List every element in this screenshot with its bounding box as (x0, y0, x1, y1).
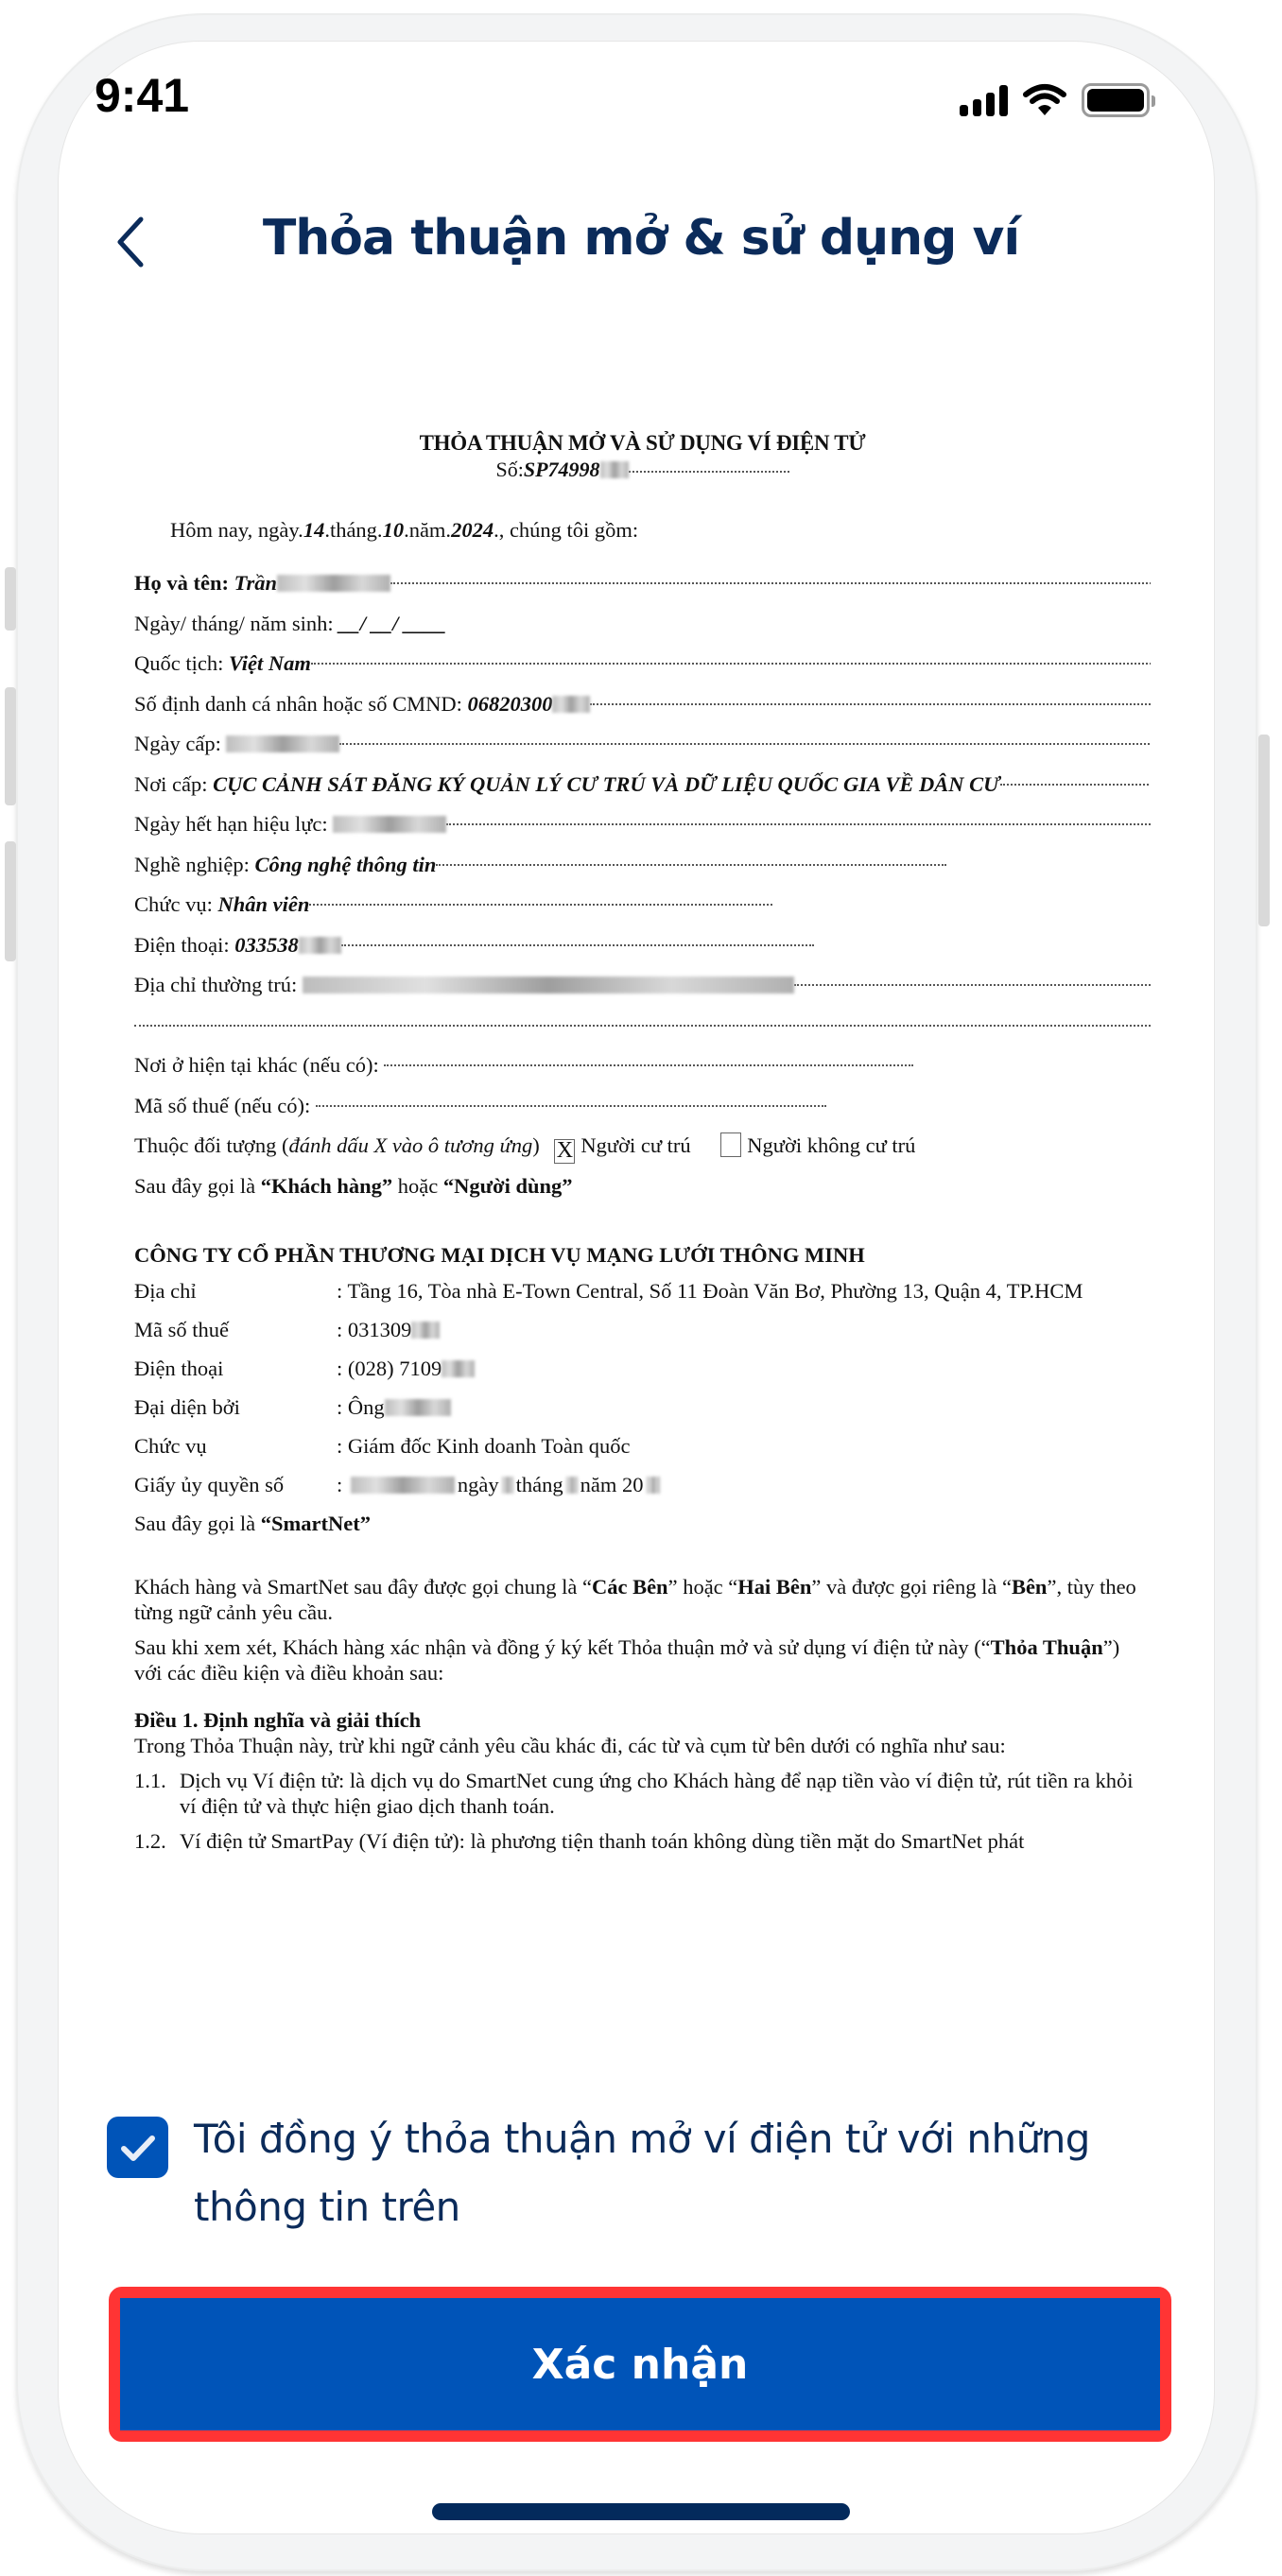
date-month: 10 (382, 518, 405, 542)
company-info-label: Giấy ủy quyền số (134, 1473, 285, 1496)
date-year: 2024 (451, 518, 494, 542)
year-label: .năm. (404, 518, 452, 542)
dotted-fill-line (446, 823, 1151, 825)
company-info-value-text: : 031309 (337, 1318, 412, 1341)
field-label: Địa chỉ thường trú: (134, 973, 298, 996)
residency-label: Thuộc đối tượng ( (134, 1133, 289, 1157)
resident-option-label: Người cư trú (580, 1133, 691, 1157)
customer-alias (134, 1167, 1151, 1207)
residency-hint: đánh dấu X vào ô tương ứng (288, 1133, 533, 1157)
redacted-value (385, 1399, 451, 1416)
dotted-fill-line (134, 1025, 1151, 1027)
field-value: 06820300 (467, 691, 553, 716)
redacted-value (226, 735, 339, 752)
redacted-value (277, 575, 390, 592)
non-resident-checkbox (720, 1132, 741, 1157)
date-prefix: Hôm nay, ngày. (170, 518, 303, 542)
residency-label-end: ) (532, 1133, 540, 1157)
field-value: __/ __/ ____ (338, 611, 446, 635)
document-number-label: Số: (495, 458, 524, 481)
dotted-fill-line (436, 864, 946, 866)
agreement-text-2: ”) với các điều kiện và điều khoản sau: (134, 1635, 1120, 1685)
company-info-value-text: : Giám đốc Kinh doanh Toàn quốc (337, 1434, 631, 1458)
field-label: Họ và tên: (134, 571, 229, 595)
article-1-intro: Trong Thỏa Thuận này, trừ khi ngữ cảnh yêu cầu khác đi, các từ và cụm từ bên dưới có nghĩa như sau: (134, 1734, 1006, 1757)
field-label: Số định danh cá nhân hoặc số CMND: (134, 691, 462, 716)
company-info-label: Mã số thuế (134, 1318, 229, 1341)
company-alias (134, 1511, 1151, 1536)
article-item-number: 1.2. (134, 1829, 166, 1853)
redacted-value (411, 1322, 440, 1339)
company-info-row (134, 1472, 1151, 1497)
dotted-fill-line (390, 582, 1151, 584)
page-title: Thỏa thuận mở & sử dụng ví (262, 210, 1020, 267)
parties-term-1: Các Bên (591, 1575, 668, 1599)
back-button[interactable] (109, 214, 156, 270)
address-continuation-line (134, 1006, 1151, 1046)
article-1-title: Điều 1. Định nghĩa và giải thích (134, 1708, 422, 1732)
company-info-value-text: : Ông (337, 1395, 385, 1419)
company-info-value-text: : (028) 7109 (337, 1357, 442, 1380)
redacted-value (442, 1360, 475, 1377)
authorization-date-part: tháng (515, 1473, 563, 1496)
redacted-value (552, 696, 590, 713)
company-info-value (337, 1433, 1151, 1459)
redacted-value (299, 937, 341, 954)
redacted-value (333, 816, 446, 833)
company-info-row (134, 1278, 1151, 1304)
parties-text-3: ” và được gọi riêng là “ (811, 1575, 1012, 1599)
authorization-date-part: năm 20 (580, 1473, 644, 1496)
company-info-label: Đại diện bởi (134, 1395, 240, 1419)
customer-field (134, 845, 1151, 886)
field-label: Ngày hết hạn hiệu lực: (134, 812, 328, 836)
field-label: Ngày/ tháng/ năm sinh: (134, 611, 334, 635)
customer-field (134, 724, 1151, 765)
parties-text-2: ” hoặc “ (667, 1575, 738, 1599)
redacted-value (351, 1477, 455, 1494)
company-info-value (337, 1356, 1151, 1381)
agree-label: Tôi đồng ý thỏa thuận mở ví điện tử với những thông tin trên (194, 2116, 1090, 2230)
dotted-fill-line (339, 743, 1151, 745)
dotted-fill-line (311, 663, 1151, 665)
company-info-row (134, 1317, 1151, 1342)
field-value: CỤC CẢNH SÁT ĐĂNG KÝ QUẢN LÝ CƯ TRÚ VÀ DỮ LIỆU QUỐC GIA VỀ DÂN CƯ (213, 771, 1000, 796)
dotted-fill-line (341, 944, 814, 946)
parties-text-4: ”, tùy theo từng ngữ cảnh yêu cầu. (134, 1575, 1136, 1624)
resident-checkbox: X (554, 1139, 575, 1164)
field-label: Quốc tịch: (134, 651, 224, 675)
company-info-row (134, 1394, 1151, 1420)
residency-row (134, 1126, 1151, 1167)
document-title: THỎA THUẬN MỞ VÀ SỬ DỤNG VÍ ĐIỆN TỬ (419, 431, 866, 455)
field-value: Việt Nam (228, 651, 311, 675)
field-label: Nơi ở hiện tại khác (nếu có): (134, 1053, 379, 1077)
redacted-value (502, 1477, 513, 1494)
agreement-term: Thỏa Thuận (990, 1635, 1103, 1659)
customer-field (134, 563, 1151, 604)
article-1-items (134, 1768, 1151, 1854)
dotted-fill-line (590, 703, 1151, 705)
agreement-text-1: Sau khi xem xét, Khách hàng xác nhận và đồng ý ký kết Thỏa thuận mở và sử dụng ví điện tử này (“ (134, 1635, 991, 1659)
agree-checkbox-row[interactable] (107, 2117, 1156, 2241)
field-value: Công nghệ thông tin (254, 852, 437, 876)
company-name: CÔNG TY CỔ PHẦN THƯƠNG MẠI DỊCH VỤ MẠNG LƯỚI THÔNG MINH (134, 1243, 865, 1267)
customer-field (134, 765, 1151, 805)
battery-icon (1082, 83, 1150, 117)
field-label: Ngày cấp: (134, 732, 221, 755)
parties-term-2: Hai Bên (737, 1575, 812, 1599)
agree-checkbox[interactable] (107, 2117, 168, 2178)
company-info (134, 1278, 1151, 1497)
agreement-paragraph (134, 1634, 1151, 1686)
field-label: Nơi cấp: (134, 771, 208, 796)
company-info-value-text: : (337, 1473, 348, 1496)
customer-field (134, 965, 1151, 1006)
redacted-value (647, 1477, 660, 1494)
volume-up-button (5, 687, 16, 805)
dotted-fill-line (316, 1105, 826, 1107)
company-alias-term: “SmartNet” (260, 1512, 371, 1535)
field-label: Chức vụ: (134, 892, 213, 916)
checkmark-icon (119, 2133, 157, 2163)
company-info-value (337, 1317, 1151, 1342)
customer-field (134, 684, 1151, 725)
dotted-fill-line (1000, 784, 1151, 786)
company-alias-prefix: Sau đây gọi là (134, 1512, 261, 1535)
customer-field (134, 1086, 1151, 1127)
field-value: Trần (234, 571, 278, 595)
parties-text-1: Khách hàng và SmartNet sau đây được gọi chung là “ (134, 1575, 592, 1599)
date-suffix: ., chúng tôi gồm: (494, 518, 639, 542)
status-time: 9:41 (95, 69, 190, 122)
field-label: Mã số thuế (nếu có): (134, 1093, 311, 1117)
volume-down-button (5, 841, 16, 961)
redacted-value (303, 977, 794, 994)
chevron-left-icon (109, 214, 156, 270)
status-icons (960, 81, 1150, 119)
wifi-icon (1023, 83, 1066, 117)
dotted-fill-line (794, 984, 1151, 986)
company-info-label: Chức vụ (134, 1434, 207, 1458)
confirm-button[interactable]: Xác nhận (120, 2298, 1160, 2430)
non-resident-option-label: Người không cư trú (747, 1133, 916, 1157)
customer-field (134, 1046, 1151, 1086)
field-label: Điện thoại: (134, 932, 230, 957)
document-number (134, 458, 1151, 482)
customer-field (134, 804, 1151, 845)
article-item-text: Ví điện tử SmartPay (Ví điện tử): là phương tiện thanh toán không dùng tiền mặt do SmartNet phát (180, 1829, 1025, 1853)
company-info-value (337, 1394, 1151, 1420)
document-number-value: SP74998 (523, 458, 600, 481)
customer-field (134, 644, 1151, 684)
redacted (600, 461, 629, 478)
company-info-label: Điện thoại (134, 1357, 224, 1380)
customer-fields (134, 563, 1151, 1126)
document-date-line (134, 518, 1151, 543)
power-button (1258, 735, 1270, 926)
alias-prefix: Sau đây gọi là (134, 1173, 261, 1198)
alias-term-customer: “Khách hàng” (260, 1173, 393, 1198)
field-value: Nhân viên (217, 892, 310, 916)
customer-field (134, 885, 1151, 925)
alias-term-user: “Người dùng” (442, 1173, 573, 1198)
cellular-signal-icon (960, 84, 1008, 116)
field-label: Nghề nghiệp: (134, 852, 250, 876)
month-label: .tháng. (324, 518, 383, 542)
field-value: 033538 (234, 932, 299, 957)
parties-paragraph (134, 1574, 1151, 1625)
company-info-value (337, 1278, 1151, 1304)
customer-field (134, 925, 1151, 966)
alias-mid: hoặc (392, 1173, 443, 1198)
dotted-fill-line (384, 1064, 913, 1066)
article-item-number: 1.1. (134, 1769, 166, 1792)
article-item-text: Dịch vụ Ví điện tử: là dịch vụ do SmartNet cung ứng cho Khách hàng để nạp tiền vào ví điện tử, rút tiền ra khỏi ví điện tử và thực hiện giao dịch thanh toán. (180, 1769, 1134, 1818)
agreement-document[interactable] (134, 431, 1151, 1854)
company-info-value (337, 1472, 1151, 1497)
dotted-fill-line (309, 904, 772, 906)
company-info-label: Địa chỉ (134, 1279, 197, 1303)
redacted-value (566, 1477, 578, 1494)
company-info-value-text: : Tầng 16, Tòa nhà E-Town Central, Số 11 Đoàn Văn Bơ, Phường 13, Quận 4, TP.HCM (337, 1279, 1083, 1303)
article-item (134, 1828, 1151, 1854)
customer-field (134, 604, 1151, 645)
company-info-row (134, 1433, 1151, 1459)
date-day: 14 (303, 518, 325, 542)
parties-term-3: Bên (1011, 1575, 1048, 1599)
mute-switch (5, 567, 16, 631)
confirm-highlight-box (109, 2287, 1171, 2442)
home-indicator[interactable] (432, 2503, 850, 2520)
company-info-row (134, 1356, 1151, 1381)
authorization-date-part: ngày (457, 1473, 499, 1496)
article-item (134, 1768, 1151, 1819)
